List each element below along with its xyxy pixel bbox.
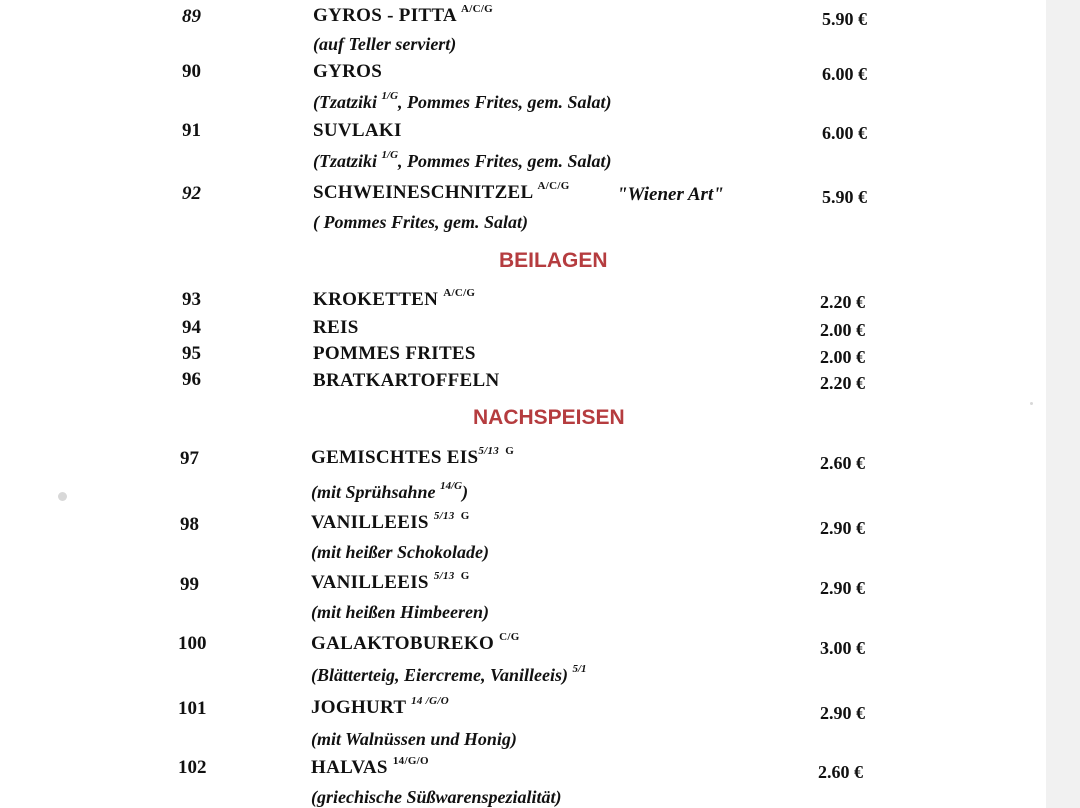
item-number: 101 <box>178 698 207 719</box>
item-price: 6.00 € <box>822 123 867 143</box>
item-number: 96 <box>182 369 201 390</box>
item-price: 2.90 € <box>820 703 865 723</box>
item-description: (Blätterteig, Eiercreme, Vanilleeis) $^{5/1}$ <box>311 663 587 685</box>
item-price: 5.90 € <box>822 187 867 207</box>
item-price: 3.00 € <box>820 638 865 658</box>
item-price: 6.00 € <box>822 64 867 84</box>
item-variant: "Wiener Art" <box>617 184 724 205</box>
item-number: 93 <box>182 289 201 310</box>
item-name: HALVAS $^{14/G/O}$ <box>311 755 429 778</box>
item-number: 102 <box>178 757 207 778</box>
item-description: (mit Sprühsahne $^{14/G}$) <box>311 480 469 502</box>
item-price: 2.60 € <box>818 762 863 782</box>
scan-speck <box>1030 402 1033 405</box>
item-description: (mit heißer Schokolade) <box>311 542 489 562</box>
item-description: ( Pommes Frites, gem. Salat) <box>313 212 528 232</box>
item-name: GALAKTOBUREKO $^{C/G}$ <box>311 631 520 654</box>
item-number: 94 <box>182 317 201 338</box>
item-name: SCHWEINESCHNITZEL $^{A/C/G}$ <box>313 180 570 203</box>
item-name: BRATKARTOFFELN <box>313 370 500 391</box>
item-name: VANILLEEIS $^{5/13 G}$ <box>311 570 470 593</box>
item-name: POMMES FRITES <box>313 343 476 364</box>
item-description: (auf Teller serviert) <box>313 34 457 54</box>
item-number: 97 <box>180 448 199 469</box>
item-description: (griechische Süßwarenspezialität) <box>311 787 562 807</box>
item-number: 99 <box>180 574 199 595</box>
item-price: 2.00 € <box>820 347 865 367</box>
item-number: 98 <box>180 514 199 535</box>
item-description: (Tzatziki $^{1/G}$, Pommes Frites, gem. Salat) <box>313 149 612 171</box>
item-number: 90 <box>182 61 201 82</box>
scan-edge <box>1046 0 1080 808</box>
item-name: VANILLEEIS $^{5/13 G}$ <box>311 510 470 533</box>
item-price: 2.60 € <box>820 453 865 473</box>
item-number: 95 <box>182 343 201 364</box>
item-number: 89 <box>182 6 201 27</box>
item-price: 2.90 € <box>820 518 865 538</box>
item-number: 92 <box>182 183 201 204</box>
item-name: GYROS <box>313 61 383 82</box>
item-name: GYROS - PITTA $^{A/C/G}$ <box>313 3 494 26</box>
item-description: (mit heißen Himbeeren) <box>311 602 489 622</box>
item-price: 2.20 € <box>820 373 865 393</box>
item-number: 91 <box>182 120 201 141</box>
item-name: SUVLAKI <box>313 120 402 141</box>
item-name: JOGHURT $^{14 /G/O}$ <box>311 695 449 718</box>
item-number: 100 <box>178 633 207 654</box>
item-name: KROKETTEN $^{A/C/G}$ <box>313 287 476 310</box>
item-price: 2.00 € <box>820 320 865 340</box>
item-price: 2.20 € <box>820 292 865 312</box>
item-price: 5.90 € <box>822 9 867 29</box>
item-price: 2.90 € <box>820 578 865 598</box>
item-name: REIS <box>313 317 359 338</box>
item-description: (mit Walnüssen und Honig) <box>311 729 517 749</box>
section-heading-beilagen: BEILAGEN <box>499 249 608 272</box>
section-heading-nachspeisen: NACHSPEISEN <box>473 406 625 429</box>
scan-speck <box>58 492 67 501</box>
item-description: (Tzatziki $^{1/G}$, Pommes Frites, gem. Salat) <box>313 90 612 112</box>
item-name: GEMISCHTES $EIS^{5/13 G}$ <box>311 445 515 468</box>
